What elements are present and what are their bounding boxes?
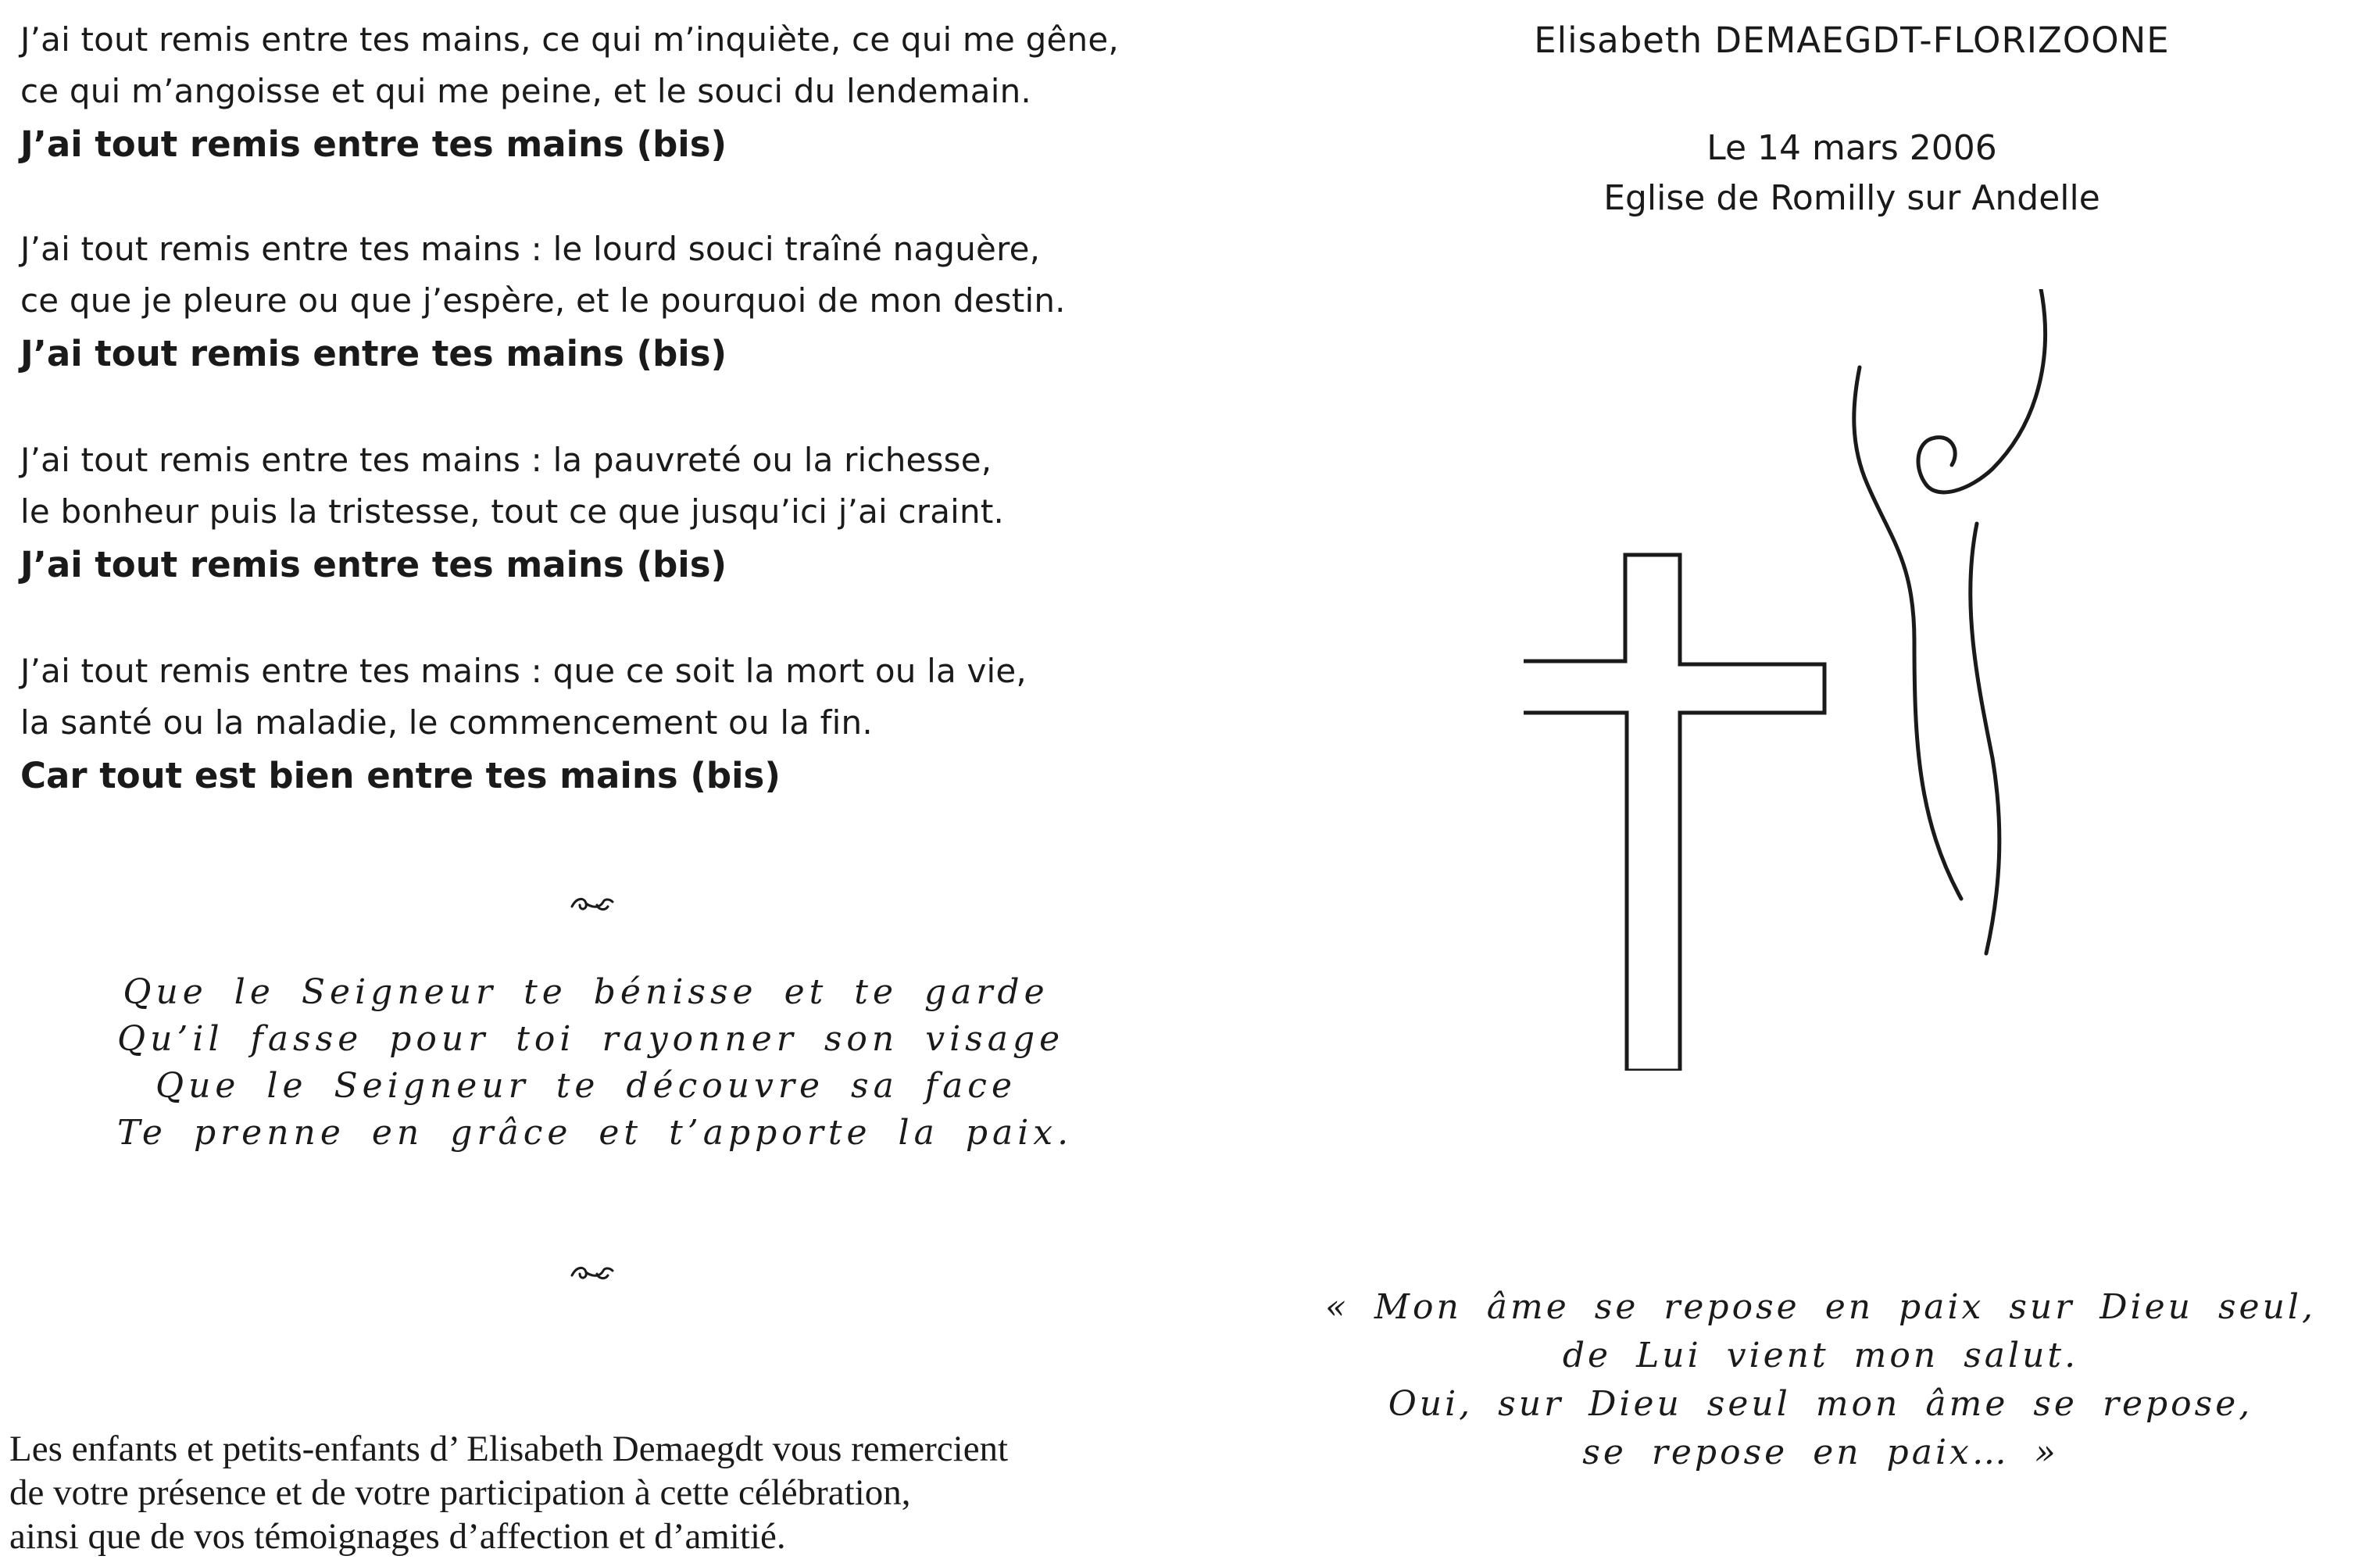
- hymn-stanza-4: [20, 646, 1161, 803]
- hymn-line: J’ai tout remis entre tes mains : la pauvreté ou la richesse,: [20, 441, 992, 479]
- blessing-line: Que le Seigneur te bénisse et te garde: [123, 972, 1049, 1012]
- thanks-line: Les enfants et petits-enfants d’ Elisabeth Demaegdt vous remercient: [9, 1429, 1009, 1469]
- psalm-line: se repose en paix… »: [1582, 1432, 2059, 1472]
- thanks-line: de votre présence et de votre participation à cette célébration,: [9, 1472, 911, 1513]
- hymn-line: J’ai tout remis entre tes mains : que ce soit la mort ou la vie,: [20, 652, 1027, 690]
- psalm-line: de Lui vient mon salut.: [1562, 1336, 2079, 1375]
- psalm-line: Oui, sur Dieu seul mon âme se repose,: [1388, 1384, 2253, 1424]
- ceremony-info: [1266, 123, 2380, 224]
- blessing-line: Te prenne en grâce et t’apporte la paix.: [117, 1113, 1074, 1153]
- hymn-line: J’ai tout remis entre tes mains, ce qui m’inquiète, ce qui me gêne,: [20, 20, 1119, 59]
- psalm-line: « Mon âme se repose en paix sur Dieu seul,: [1325, 1287, 2316, 1327]
- hymn-refrain: J’ai tout remis entre tes mains (bis): [20, 123, 727, 165]
- hymn-line: le bonheur puis la tristesse, tout ce que jusqu’ici j’ai craint.: [20, 492, 1005, 531]
- hymn-refrain: Car tout est bien entre tes mains (bis): [20, 755, 781, 796]
- fleuron-icon: [569, 891, 616, 914]
- deceased-name: Elisabeth DEMAEGDT-FLORIZOONE: [1534, 20, 2170, 61]
- blessing-line: Que le Seigneur te découvre sa face: [155, 1066, 1017, 1106]
- hymn-refrain: J’ai tout remis entre tes mains (bis): [20, 544, 727, 585]
- ceremony-date: Le 14 mars 2006: [1706, 128, 1997, 168]
- right-panel: [1325, 0, 2380, 1563]
- thanks-message: [9, 1427, 1166, 1558]
- hymn-stanza-3: [20, 435, 1161, 592]
- hymn-stanza-1: [20, 14, 1161, 172]
- blessing-line: Qu’il fasse pour toi rayonner son visage: [117, 1019, 1065, 1059]
- hymn-stanza-2: [20, 224, 1161, 381]
- hymn-line: ce qui m’angoisse et qui me peine, et le souci du lendemain.: [20, 72, 1031, 110]
- hymn-line: ce que je pleure ou que j’espère, et le pourquoi de mon destin.: [20, 281, 1066, 320]
- hymn-line: la santé ou la maladie, le commencement ou la fin.: [20, 703, 873, 742]
- hymn-line: J’ai tout remis entre tes mains : le lourd souci traîné naguère,: [20, 230, 1041, 268]
- blessing-prayer: [117, 969, 1074, 1157]
- left-panel: [0, 0, 1172, 1563]
- psalm-quote: [1235, 1283, 2380, 1477]
- hymn-refrain: J’ai tout remis entre tes mains (bis): [20, 333, 727, 374]
- thanks-line: ainsi que de vos témoignages d’affection et d’amitié.: [9, 1516, 786, 1557]
- fleuron-icon: [569, 1260, 616, 1283]
- ceremony-place: Eglise de Romilly sur Andelle: [1603, 178, 2100, 218]
- cross-and-rising-figure-icon: [1524, 289, 2071, 1071]
